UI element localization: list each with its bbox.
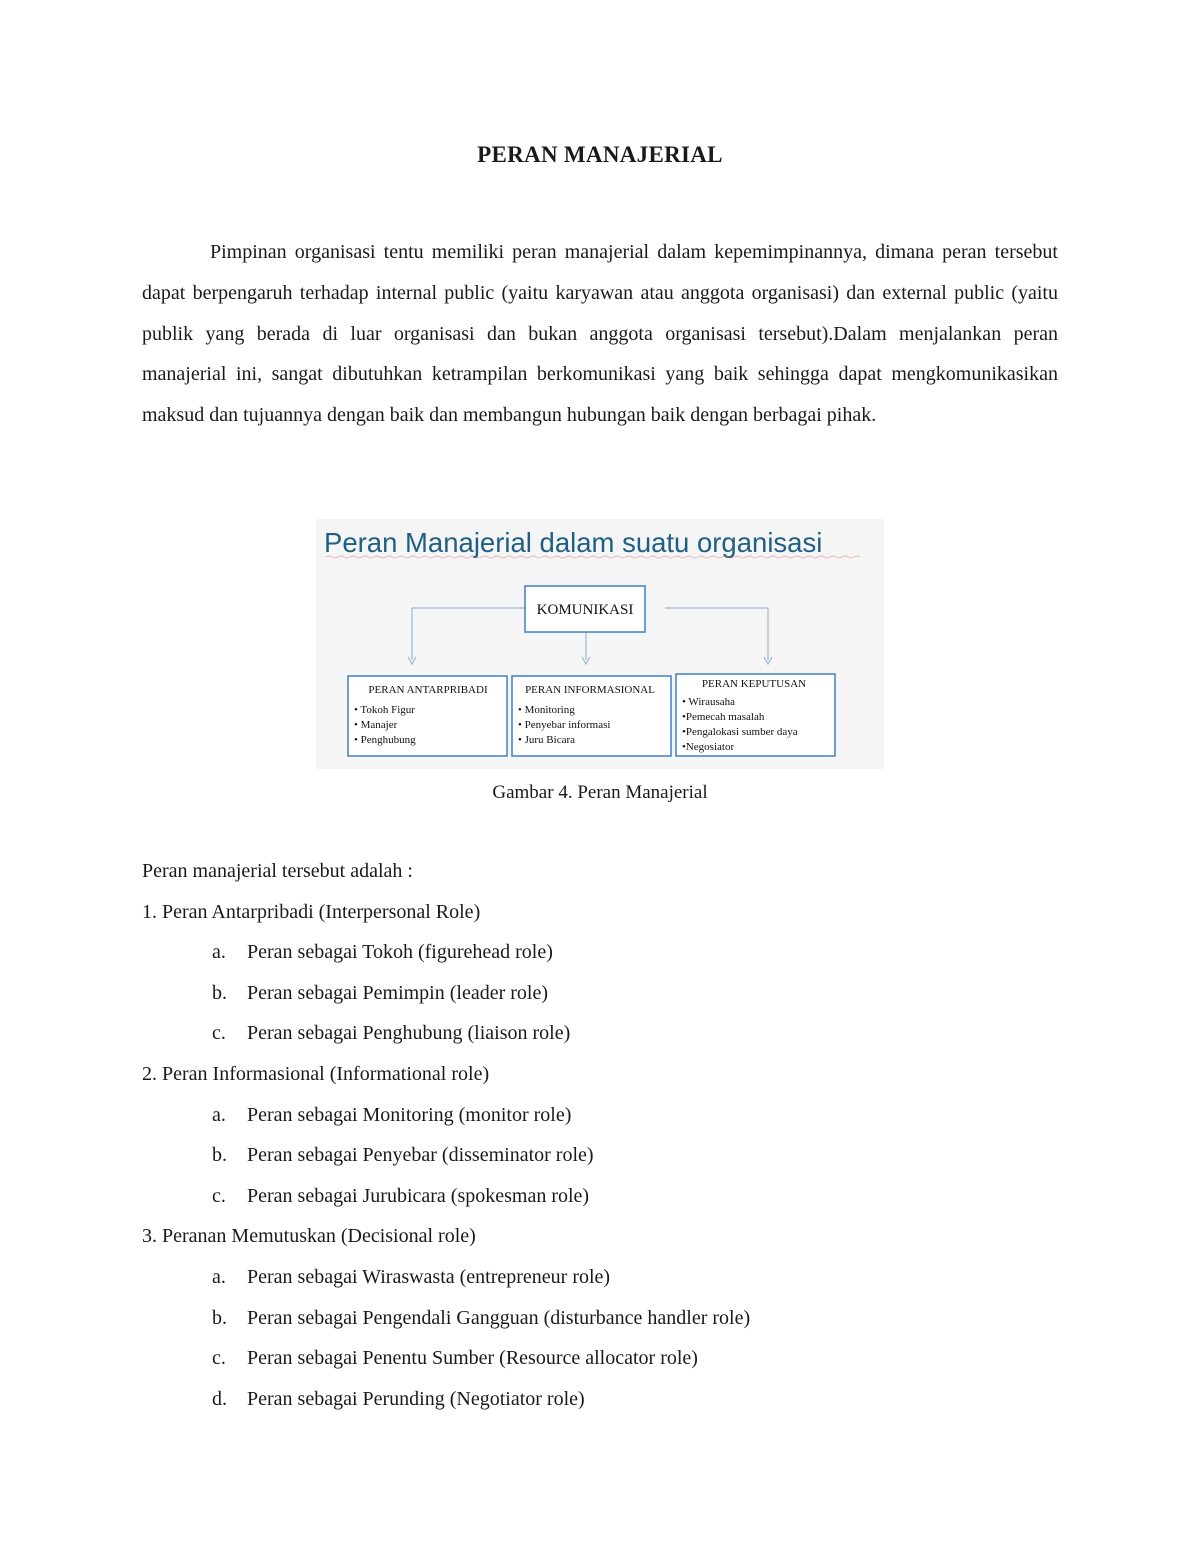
komunikasi-label: KOMUNIKASI [536,602,634,618]
list-item-marker: b. [212,1144,227,1167]
diagram-svg [316,519,884,769]
list-item [142,1176,1092,1217]
box-2-item: • Monitoring [518,704,575,716]
list-item-marker: a. [212,941,226,964]
list-item-text: Peran sebagai Perunding (Negotiator role) [247,1387,585,1410]
list-item-text: Peran sebagai Penghubung (liaison role) [247,1022,571,1045]
list-item [142,1338,1092,1379]
box-2-item: • Juru Bicara [518,734,575,746]
list-item-marker: a. [212,1103,226,1126]
diagram-title: Peran Manajerial dalam suatu organisasi [324,527,823,558]
box-1-heading: PERAN ANTARPRIBADI [368,684,488,696]
page-title: PERAN MANAJERIAL [477,142,723,167]
list-item [142,1095,1092,1136]
box-1-item: • Manajer [354,719,398,731]
list-item-marker: c. [212,1347,226,1370]
list-item [142,1013,1092,1054]
list-item-marker: b. [212,981,227,1004]
list-item [142,973,1092,1014]
list-item-text: Peran sebagai Penentu Sumber (Resource allocator role) [247,1347,698,1370]
list-item [142,932,1092,973]
box-3-heading: PERAN KEPUTUSAN [701,678,807,690]
section-heading: 3. Peranan Memutuskan (Decisional role) [142,1225,476,1248]
list-item [142,1298,1092,1339]
box-2-heading: PERAN INFORMASIONAL [525,684,655,696]
box-1-item: • Penghubung [354,734,416,746]
list-item-text: Peran sebagai Pemimpin (leader role) [247,981,548,1004]
list-item-marker: a. [212,1265,226,1288]
section-heading: 2. Peran Informasional (Informational role) [142,1062,490,1085]
intro-paragraph-text: Pimpinan organisasi tentu memiliki peran manajerial dalam kepemimpinannya, dimana peran tersebut dapat berpengaruh terhadap internal public (yaitu karyawan atau anggota organisasi) dan external public (yaitu publik yang berada di luar organisasi dan bukan anggota organisasi tersebut).Dalam menjalankan peran manajerial ini, sangat dibutuhkan ketrampilan berkomunikasi yang baik sehingga dapat mengkomunikasikan maksud dan tujuannya dengan baik dan membangun hubungan baik dengan berbagai pihak. [142,241,1058,427]
box-3-item: • Wirausaha [682,696,735,708]
box-3-item: •Pengalokasi sumber daya [682,726,798,738]
list-item-marker: c. [212,1022,226,1045]
list-item-text: Peran sebagai Jurubicara (spokesman role) [247,1184,590,1207]
list-item-text: Peran sebagai Penyebar (disseminator role) [247,1144,594,1167]
figure-caption: Gambar 4. Peran Manajerial [492,782,708,803]
list-item-text: Peran sebagai Wiraswasta (entrepreneur role) [247,1265,611,1288]
box-2-item: • Penyebar informasi [518,719,611,731]
list-item [142,1257,1092,1298]
box-3-item: •Pemecah masalah [682,711,765,723]
section-heading: 1. Peran Antarpribadi (Interpersonal Role) [142,900,481,923]
list-item-marker: d. [212,1387,227,1410]
intro-paragraph [142,232,1058,436]
box-1-item: • Tokoh Figur [354,704,415,716]
list-item-text: Peran sebagai Monitoring (monitor role) [247,1103,572,1126]
list-item [142,1135,1092,1176]
roles-list [142,851,1092,1419]
list-item-text: Peran sebagai Tokoh (figurehead role) [247,941,553,964]
list-item-marker: c. [212,1184,226,1207]
list-item-marker: b. [212,1306,227,1329]
diagram-figure [316,519,884,769]
list-intro: Peran manajerial tersebut adalah : [142,860,413,882]
list-item-text: Peran sebagai Pengendali Gangguan (disturbance handler role) [247,1306,751,1329]
list-item [142,1379,1092,1420]
box-3-item: •Negosiator [682,741,735,753]
